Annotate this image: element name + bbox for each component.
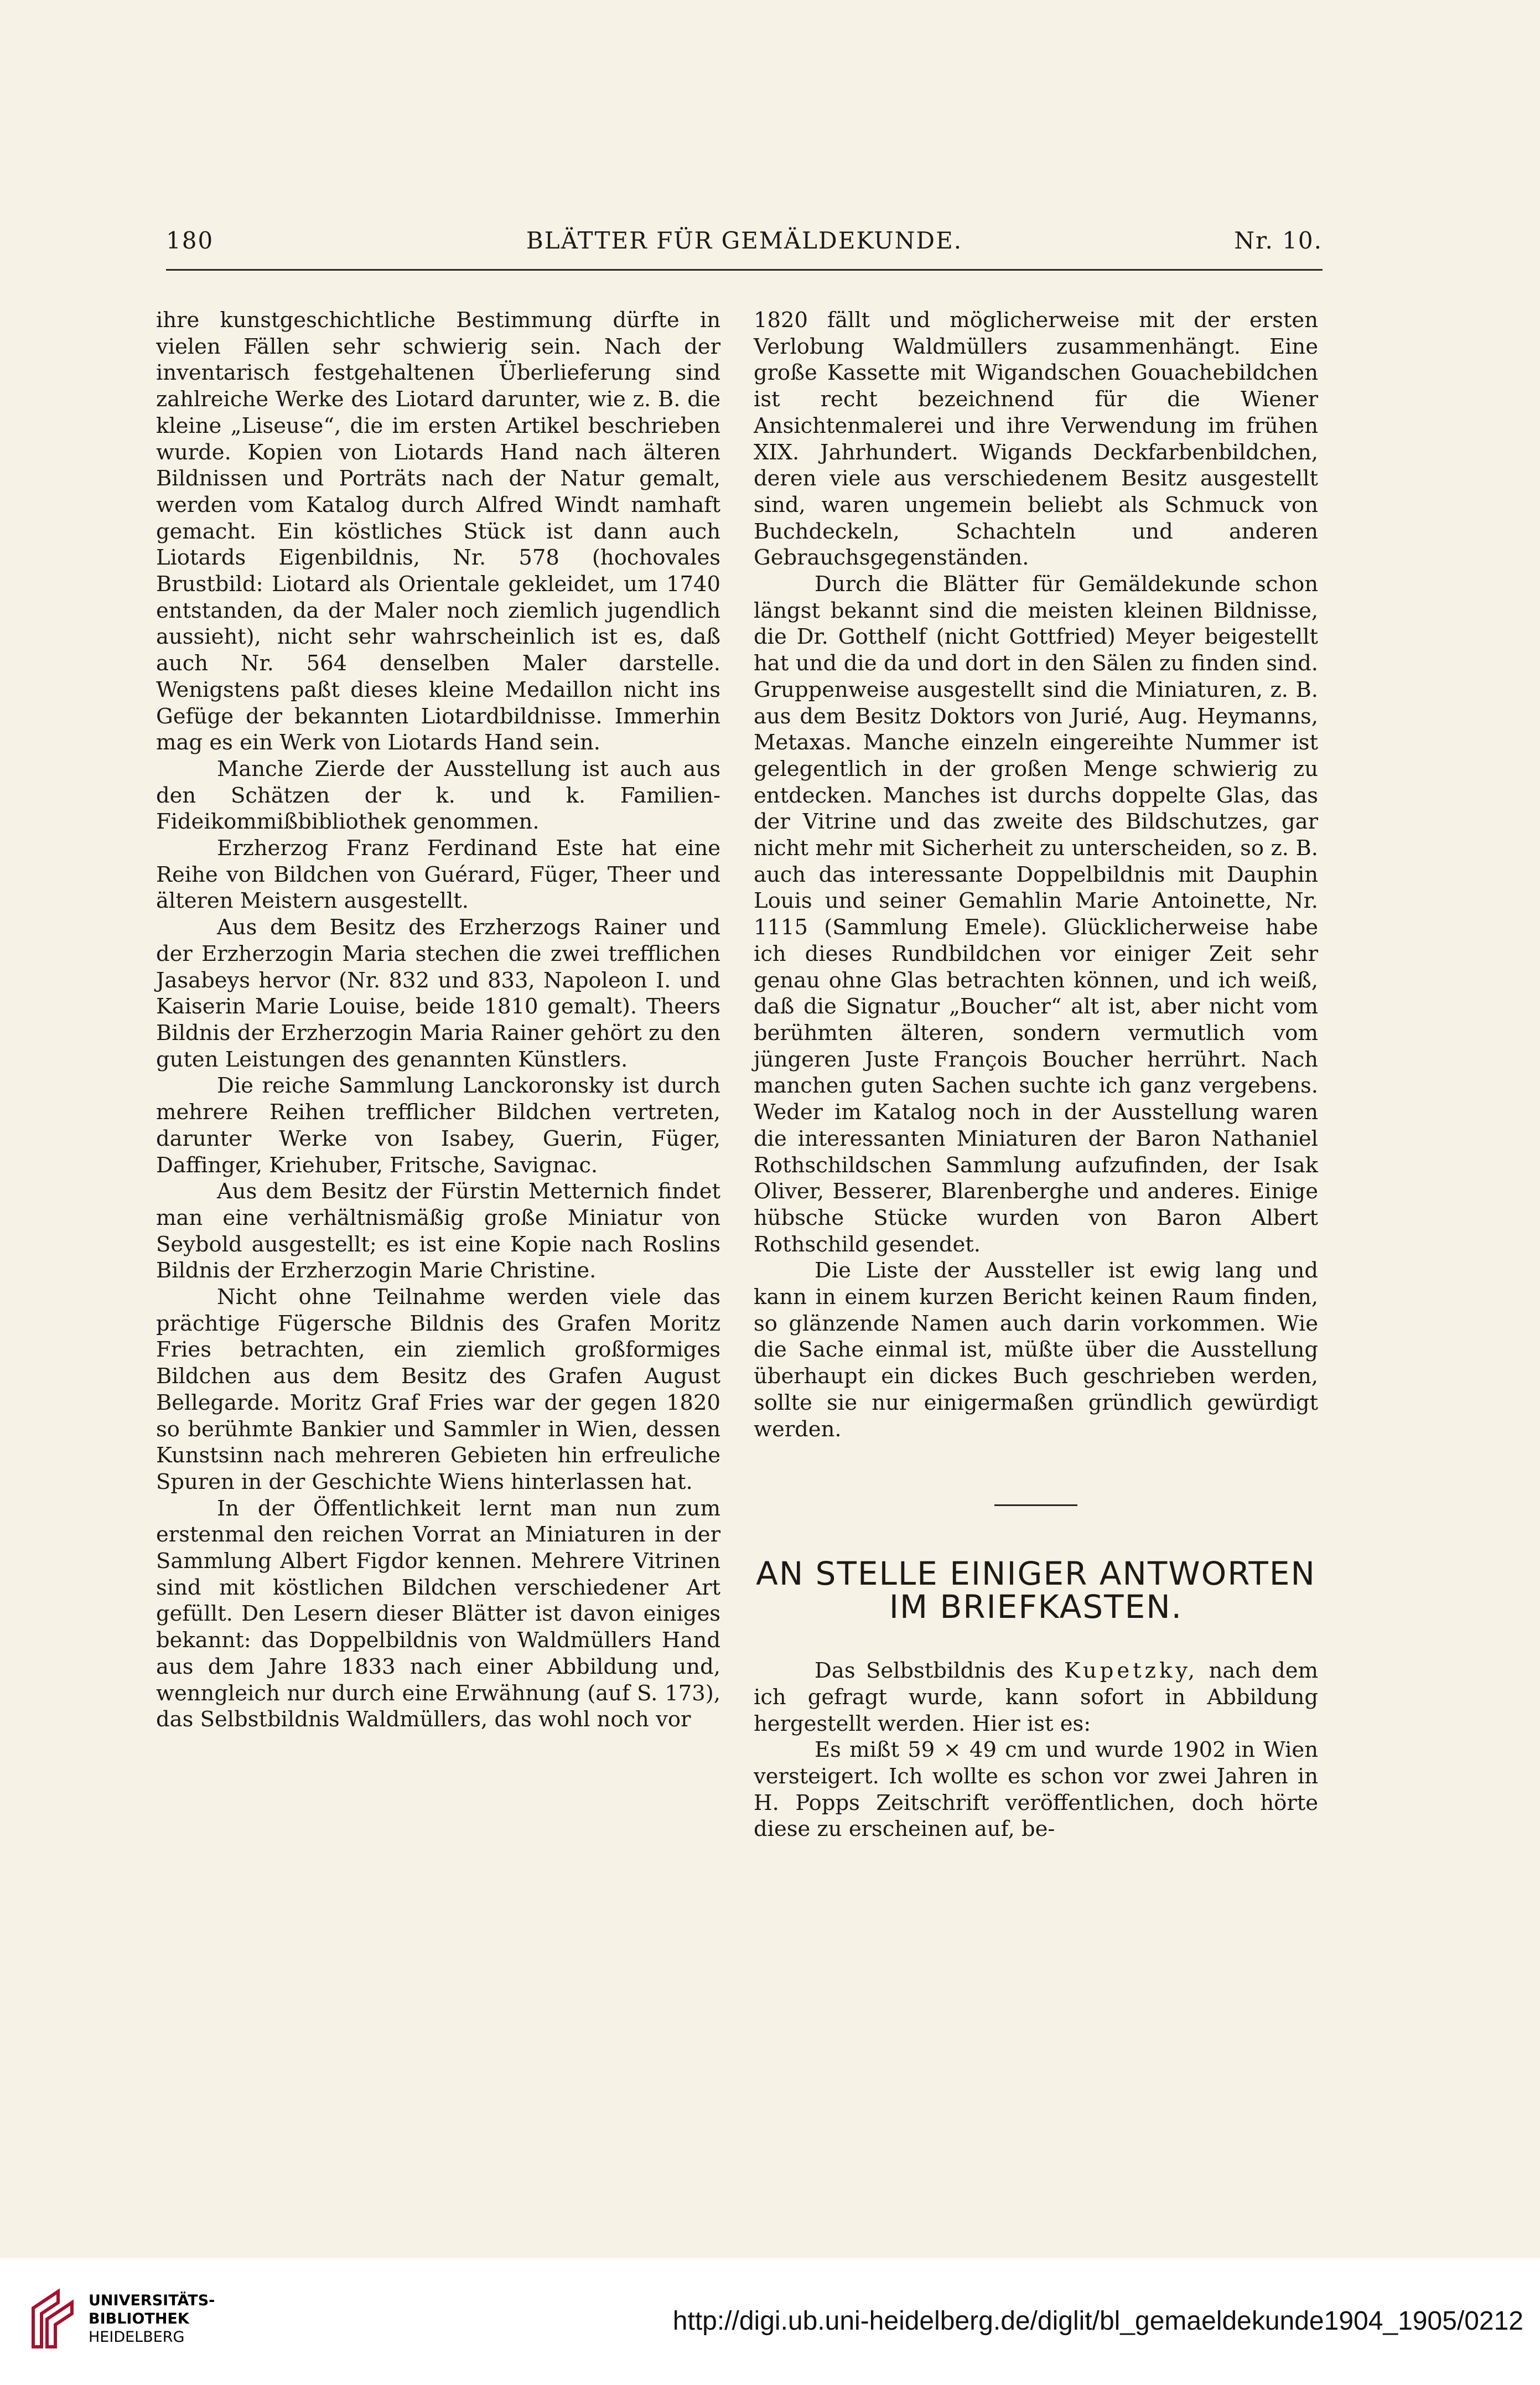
page-header [166, 227, 1323, 271]
digitization-footer [0, 2258, 1540, 2385]
section-divider [994, 1504, 1077, 1506]
left-paragraph-7: Nicht ohne Teilnahme werden viele das prächtige Fügersche Bildnis des Grafen Moritz Fries betrachten, ein ziemlich großformiges Bildchen aus dem Besitz des Grafen August Bellegarde. Moritz Graf Fries war der gegen 1820 so berühmte Bankier und Sammler in Wien, dessen Kunstsinn nach mehreren Gebieten hin erfreuliche Spuren in der Geschichte Wiens hinterlassen hat. [156, 1285, 720, 1494]
left-paragraph-8: In der Öffentlichkeit lernt man nun zum erstenmal den reichen Vorrat an Miniaturen in der Sammlung Albert Figdor kennen. Mehrere Vitrinen sind mit köstlichen Bildchen verschiedener Art gefüllt. Den Lesern dieser Blätter ist davon einiges bekannt: das Doppelbildnis von Waldmüllers Hand aus dem Jahre 1833 nach einer Abbildung und, wenngleich nur durch eine Erwähnung (auf S. 173), das Selbstbildnis Waldmüllers, das wohl noch vor [156, 1496, 720, 1732]
section-intro-name: Kupetzky, [1064, 1658, 1199, 1684]
right-paragraph-2: Durch die Blätter für Gemäldekunde schon längst bekannt sind die meisten kleinen Bildnisse, die Dr. Gotthelf (nicht Gottfried) Meyer beigestellt hat und die da und dort in den Sälen zu finden sind. Gruppenweise ausgestellt sind die Miniaturen, z. B. aus dem Besitz Doktors von Jurié, Aug. Heymanns, Metaxas. Manche einzeln eingereihte Nummer ist gelegentlich in der großen Menge schwierig zu entdecken. Manches ist durchs doppelte Glas, das der Vitrine und das zweite des Bildschutzes, gar nicht mehr mit Sicherheit zu unterscheiden, so z. B. auch das interessante Doppelbildnis mit Dauphin Louis und seiner Gemahlin Marie Antoinette, Nr. 1115 (Sammlung Emele). Glücklicherweise habe ich dieses Rundbildchen vor einiger Zeit sehr genau ohne Glas betrachten können, und ich weiß, daß die Signatur „Boucher“ alt ist, aber nicht vom berühmten älteren, sondern vermutlich vom jüngeren Juste François Boucher herrührt. Nach manchen guten Sachen suchte ich ganz vergebens. Weder im Katalog noch in der Ausstellung waren die interessanten Miniaturen der Baron Nathaniel Rothschildschen Sammlung aufzufinden, der Isak Oliver, Besserer, Blarenberghe und anderes. Einige hübsche Stücke wurden von Baron Albert Rothschild gesendet. [754, 572, 1318, 1257]
left-paragraph-1: ihre kunstgeschichtliche Bestimmung dürfte in vielen Fällen sehr schwierig sein. Nach der inventarisch festgehaltenen Überlieferung sind zahlreiche Werke des Liotard darunter, wie z. B. die kleine „Liseuse“, die im ersten Artikel beschrieben wurde. Kopien von Liotards Hand nach älteren Bildnissen und Porträts nach der Natur gemalt, werden vom Katalog durch Alfred Windt namhaft gemacht. Ein köstliches Stück ist dann auch Liotards Eigenbildnis, Nr. 578 (hochovales Brustbild: Liotard als Orientale gekleidet, um 1740 entstanden, da der Maler noch ziemlich jugendlich aussieht), nicht sehr wahrscheinlich ist es, daß auch Nr. 564 denselben Maler darstelle. Wenigstens paßt dieses kleine Medaillon nicht ins Gefüge der bekannten Liotardbildnisse. Immerhin mag es ein Werk von Liotards Hand sein. [156, 308, 720, 756]
right-column [754, 307, 1318, 1843]
section-intro-before: Das Selbstbildnis des [815, 1658, 1054, 1684]
left-paragraph-3: Erzherzog Franz Ferdinand Este hat eine Reihe von Bildchen von Guérard, Füger, Theer und älteren Meistern ausgestellt. [156, 836, 720, 914]
library-name-line-2: BIBLIOTHEK [89, 2310, 189, 2327]
source-url[interactable]: http://digi.ub.uni-heidelberg.de/diglit/bl_gemaeldekunde1904_1905/0212 [672, 2306, 1523, 2336]
journal-title: BLÄTTER FÜR GEMÄLDEKUNDE. [526, 227, 963, 254]
left-paragraph-4: Aus dem Besitz des Erzherzogs Rainer und der Erzherzogin Maria stechen die zwei trefflichen Jasabeys hervor (Nr. 832 und 833, Napoleon I. und Kaiserin Marie Louise, beide 1810 gemalt). Theers Bildnis der Erzherzogin Maria Rainer gehört zu den guten Leistungen des genannten Künstlers. [156, 915, 720, 1072]
left-paragraph-6: Aus dem Besitz der Fürstin Metternich findet man eine verhältnismäßig große Miniatur von Seybold ausgestellt; es ist eine Kopie nach Roslins Bildnis der Erzherzogin Marie Christine. [156, 1179, 720, 1284]
header-rule [166, 269, 1323, 271]
section-paragraph-1 [754, 1658, 1318, 1737]
library-name-line-1: UNIVERSITÄTS- [89, 2292, 215, 2309]
issue-number: Nr. 10. [1234, 227, 1323, 254]
left-column [156, 307, 720, 1733]
library-name [89, 2291, 215, 2346]
library-logo-icon [28, 2286, 83, 2352]
page-number: 180 [166, 227, 214, 254]
left-paragraph-2: Manche Zierde der Ausstellung ist auch aus den Schätzen der k. und k. Familien-Fideikommißbibliothek genommen. [156, 756, 720, 835]
section-heading: AN STELLE EINIGER ANTWORTEN IM BRIEFKASTEN. [756, 1555, 1316, 1626]
right-paragraph-3: Die Liste der Aussteller ist ewig lang und kann in einem kurzen Bericht keinen Raum finden, so glänzende Namen auch darin vorkommen. Wie die Sache einmal ist, müßte über die Ausstellung überhaupt ein dickes Buch geschrieben werden, sollte sie nur einigermaßen gründlich gewürdigt werden. [754, 1258, 1318, 1442]
right-paragraph-1: 1820 fällt und möglicherweise mit der ersten Verlobung Waldmüllers zusammenhängt. Eine große Kassette mit Wigandschen Gouachebildchen ist recht bezeichnend für die Wiener Ansichtenmalerei und ihre Verwendung im frühen XIX. Jahrhundert. Wigands Deckfarbenbildchen, deren viele aus verschiedenem Besitz ausgestellt sind, waren ungemein beliebt als Schmuck von Buchdeckeln, Schachteln und anderen Gebrauchsgegenständen. [754, 308, 1318, 571]
section-paragraph-2: Es mißt 59 × 49 cm und wurde 1902 in Wien versteigert. Ich wollte es schon vor zwei Jahren in H. Popps Zeitschrift veröffentlichen, doch hörte diese zu erscheinen auf, be- [754, 1737, 1318, 1842]
left-paragraph-5: Die reiche Sammlung Lanckoronsky ist durch mehrere Reihen trefflicher Bildchen vertreten, darunter Werke von Isabey, Guerin, Füger, Daffinger, Kriehuber, Fritsche, Savignac. [156, 1073, 720, 1178]
library-name-line-3: HEIDELBERG [89, 2329, 185, 2346]
section-intro-after: nach dem ich gefragt wurde, kann sofort in Abbildung hergestellt werden. Hier ist es: [754, 1658, 1318, 1736]
